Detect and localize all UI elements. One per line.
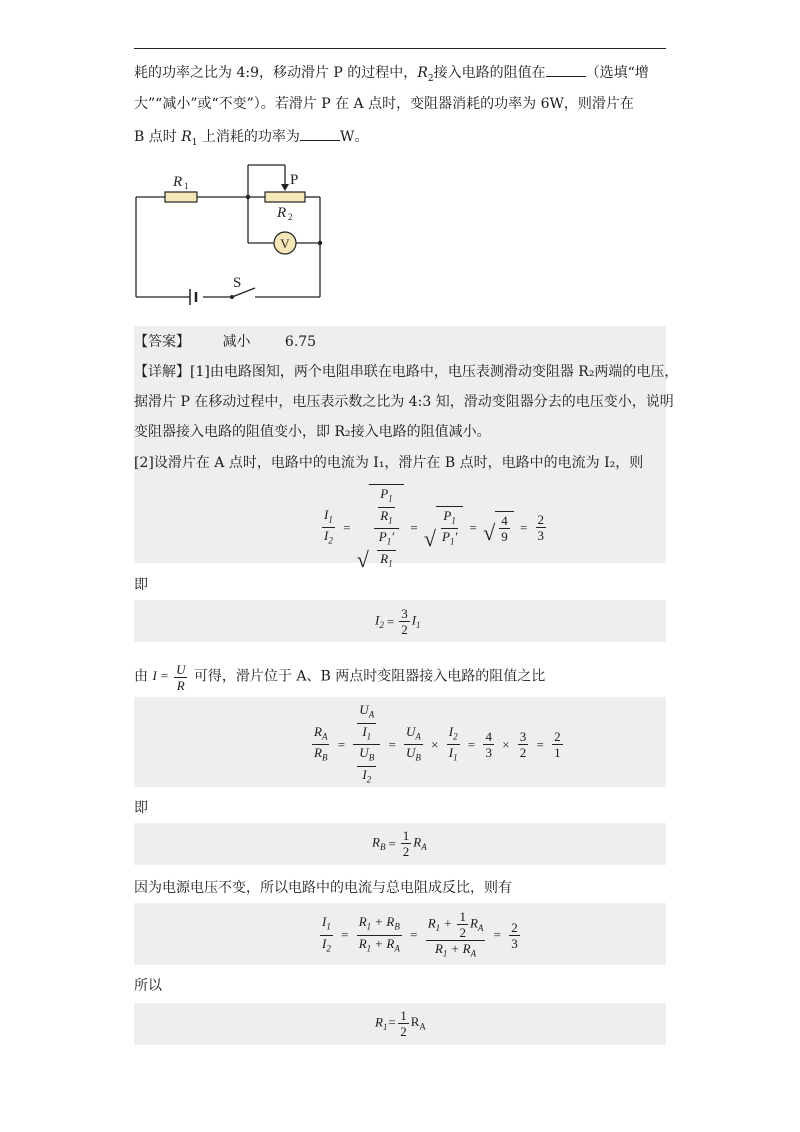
- question-text: 上消耗的功率为: [197, 129, 300, 145]
- equation-2: $I_2$ = $\frac{3}{2}$ $I_1$: [375, 606, 421, 637]
- equation-4: $R_B$ = $\frac{1}{2}$ $R_A$: [372, 828, 427, 859]
- answer-blank-1: [546, 62, 586, 77]
- detail-line-3: 变阻器接入电路的阻值变小，即 R₂接入电路的阻值减小。: [134, 424, 491, 440]
- equation-3: $\frac{R_A}{R_B}$ = $\frac{\frac{U_A}{I_1}}{\frac{U_B}{I_2}}$ = $\frac{U_A}{U_B}$ × $\frac{I_2}{I_1}$ = $\frac{4}{3}$ × $\frac{3}{2}$ = $\frac{2}{1}$: [314, 702, 561, 785]
- because-line: 因为电源电压不变，所以电路中的电流与总电阻成反比，则有: [134, 880, 512, 896]
- top-rule: [134, 48, 666, 49]
- question-text: 接入电路的阻值在: [433, 65, 546, 81]
- r2-symbol: R: [417, 65, 428, 81]
- ji-2: 即: [134, 800, 148, 816]
- question-line-2: 大”“减小”或“不变”）。若滑片 P 在 A 点时，变阻器消耗的功率为 6W，则滑片在: [134, 96, 634, 112]
- equation-5: $\frac{I_1}{I_2}$ = $\frac{R_1 + R_B}{R_1 + R_A}$ = $R_1$ + $\frac{1}{2}$ $R_A$ $R_1 + R_A$ = $\frac{2}{3}$: [322, 909, 518, 959]
- answer-blank-2: [300, 126, 340, 141]
- answer-line: [134, 332, 316, 352]
- question-line-3: B 点时 $R_1$ 上消耗的功率为 W。: [134, 126, 368, 153]
- resistor-r2: [265, 192, 305, 202]
- detail-label: 【详解】: [134, 364, 190, 380]
- suoyi-line: 所以: [134, 978, 162, 994]
- detail-line-2: 据滑片 P 在移动过程中，电压表示数之比为 4:3 知，滑动变阻器分去的电压变小，说明: [134, 394, 674, 410]
- answer-value-1: 减小: [222, 334, 251, 350]
- svg-text:V: V: [280, 236, 290, 251]
- detail-line-1: 【详解】[1]由电路图知，两个电阻串联在电路中，电压表测滑动变阻器 R₂两端的电压，: [134, 364, 679, 380]
- svg-text:P: P: [290, 172, 299, 188]
- question-text: （选填“增: [585, 65, 649, 81]
- ohm-line: 由 I = $\frac{U}{R}$ 可得，滑片位于 A、B 两点时变阻器接入电路的阻值之比: [134, 662, 546, 693]
- answer-value-2: 6.75: [284, 334, 317, 350]
- equation-1: $\frac{I_1}{I_2}$ = √ $\frac{\frac{P_1}{R_1}}{\frac{P_1'}{R_1}}$ = √ $\frac{P_1}{P_1'}$ = √ $\frac{4}{9}$ = $\frac{2}{3}$: [324, 486, 545, 573]
- ji-1: 即: [134, 577, 148, 593]
- svg-text:S: S: [233, 275, 242, 291]
- question-text: W。: [339, 129, 369, 145]
- question-text: 耗的功率之比为 4:9，移动滑片 P 的过程中，: [134, 65, 418, 81]
- resistor-r1: [165, 192, 197, 202]
- equation-6: $R_1=$ $\frac{1}{2}$ $R_A$: [375, 1008, 426, 1039]
- svg-text:R: R: [173, 174, 183, 190]
- detail-line-4: [2]设滑片在 A 点时，电路中的电流为 I₁，滑片在 B 点时，电路中的电流为 I₂，则: [134, 455, 644, 471]
- svg-text:R: R: [277, 205, 287, 221]
- question-text: B 点时: [134, 129, 182, 145]
- answer-label: 【答案】: [134, 334, 190, 350]
- svg-text:2: 2: [288, 212, 293, 222]
- slider-arrow-icon: [281, 184, 289, 191]
- question-line-1: 耗的功率之比为 4:9，移动滑片 P 的过程中，$R_2$接入电路的阻值在 （选填“增: [134, 62, 649, 89]
- svg-text:1: 1: [184, 181, 189, 191]
- circuit-diagram: [125, 160, 335, 310]
